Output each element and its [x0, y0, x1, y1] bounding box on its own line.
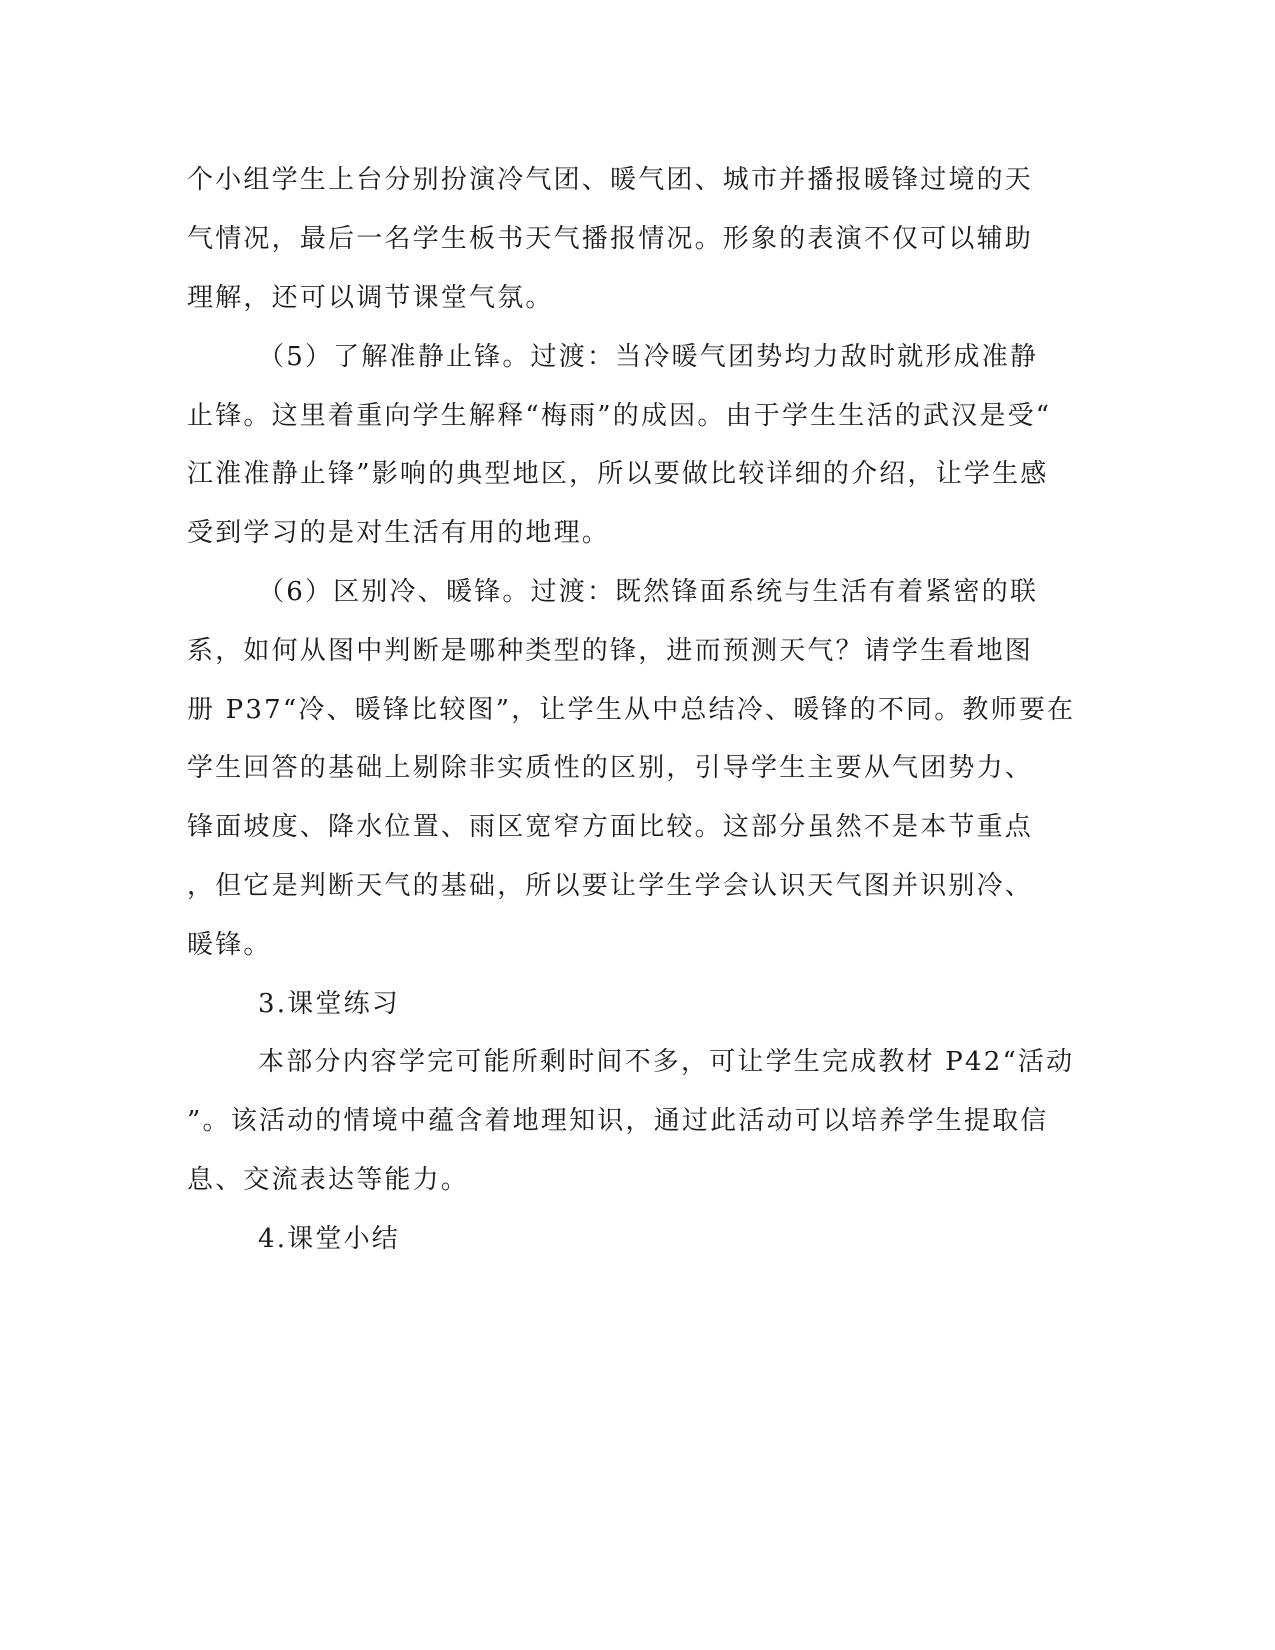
- paragraph-line: 学生回答的基础上剔除非实质性的区别，引导学生主要从气团势力、: [187, 753, 1034, 783]
- section-heading: 4.课堂小结: [258, 1224, 401, 1254]
- paragraph-line: 理解，还可以调节课堂气氛。: [187, 283, 554, 313]
- paragraph-line: 锋面坡度、降水位置、雨区宽窄方面比较。这部分虽然不是本节重点: [187, 812, 1034, 842]
- paragraph-line: 气情况，最后一名学生板书天气播报情况。形象的表演不仅可以辅助: [187, 224, 1034, 254]
- paragraph-line: 止锋。这里着重向学生解释“梅雨”的成因。由于学生生活的武汉是受“: [187, 401, 1052, 431]
- paragraph-line: 江淮准静止锋”影响的典型地区，所以要做比较详细的介绍，让学生感: [187, 459, 1049, 489]
- paragraph-line: 本部分内容学完可能所剩时间不多，可让学生完成教材 P42“活动: [258, 1047, 1075, 1077]
- paragraph-line: 受到学习的是对生活有用的地理。: [187, 518, 611, 548]
- paragraph-line: 系，如何从图中判断是哪种类型的锋，进而预测天气？请学生看地图: [187, 636, 1034, 666]
- paragraph-line: 个小组学生上台分别扮演冷气团、暖气团、城市并播报暖锋过境的天: [187, 165, 1034, 195]
- paragraph-line: （6）区别冷、暖锋。过渡：既然锋面系统与生活有着紧密的联: [258, 577, 1039, 607]
- paragraph-line: （5）了解准静止锋。过渡：当冷暖气团势均力敌时就形成准静: [258, 342, 1039, 372]
- paragraph-line: ”。该活动的情境中蕴含着地理知识，通过此活动可以培养学生提取信: [187, 1106, 1049, 1136]
- paragraph-line: 暖锋。: [187, 930, 272, 960]
- paragraph-line: 息、交流表达等能力。: [187, 1165, 470, 1195]
- paragraph-line: 册 P37“冷、暖锋比较图”，让学生从中总结冷、暖锋的不同。教师要在: [187, 695, 1076, 725]
- paragraph-line: ，但它是判断天气的基础，所以要让学生学会认识天气图并识别冷、: [187, 871, 1034, 901]
- section-heading: 3.课堂练习: [258, 989, 401, 1019]
